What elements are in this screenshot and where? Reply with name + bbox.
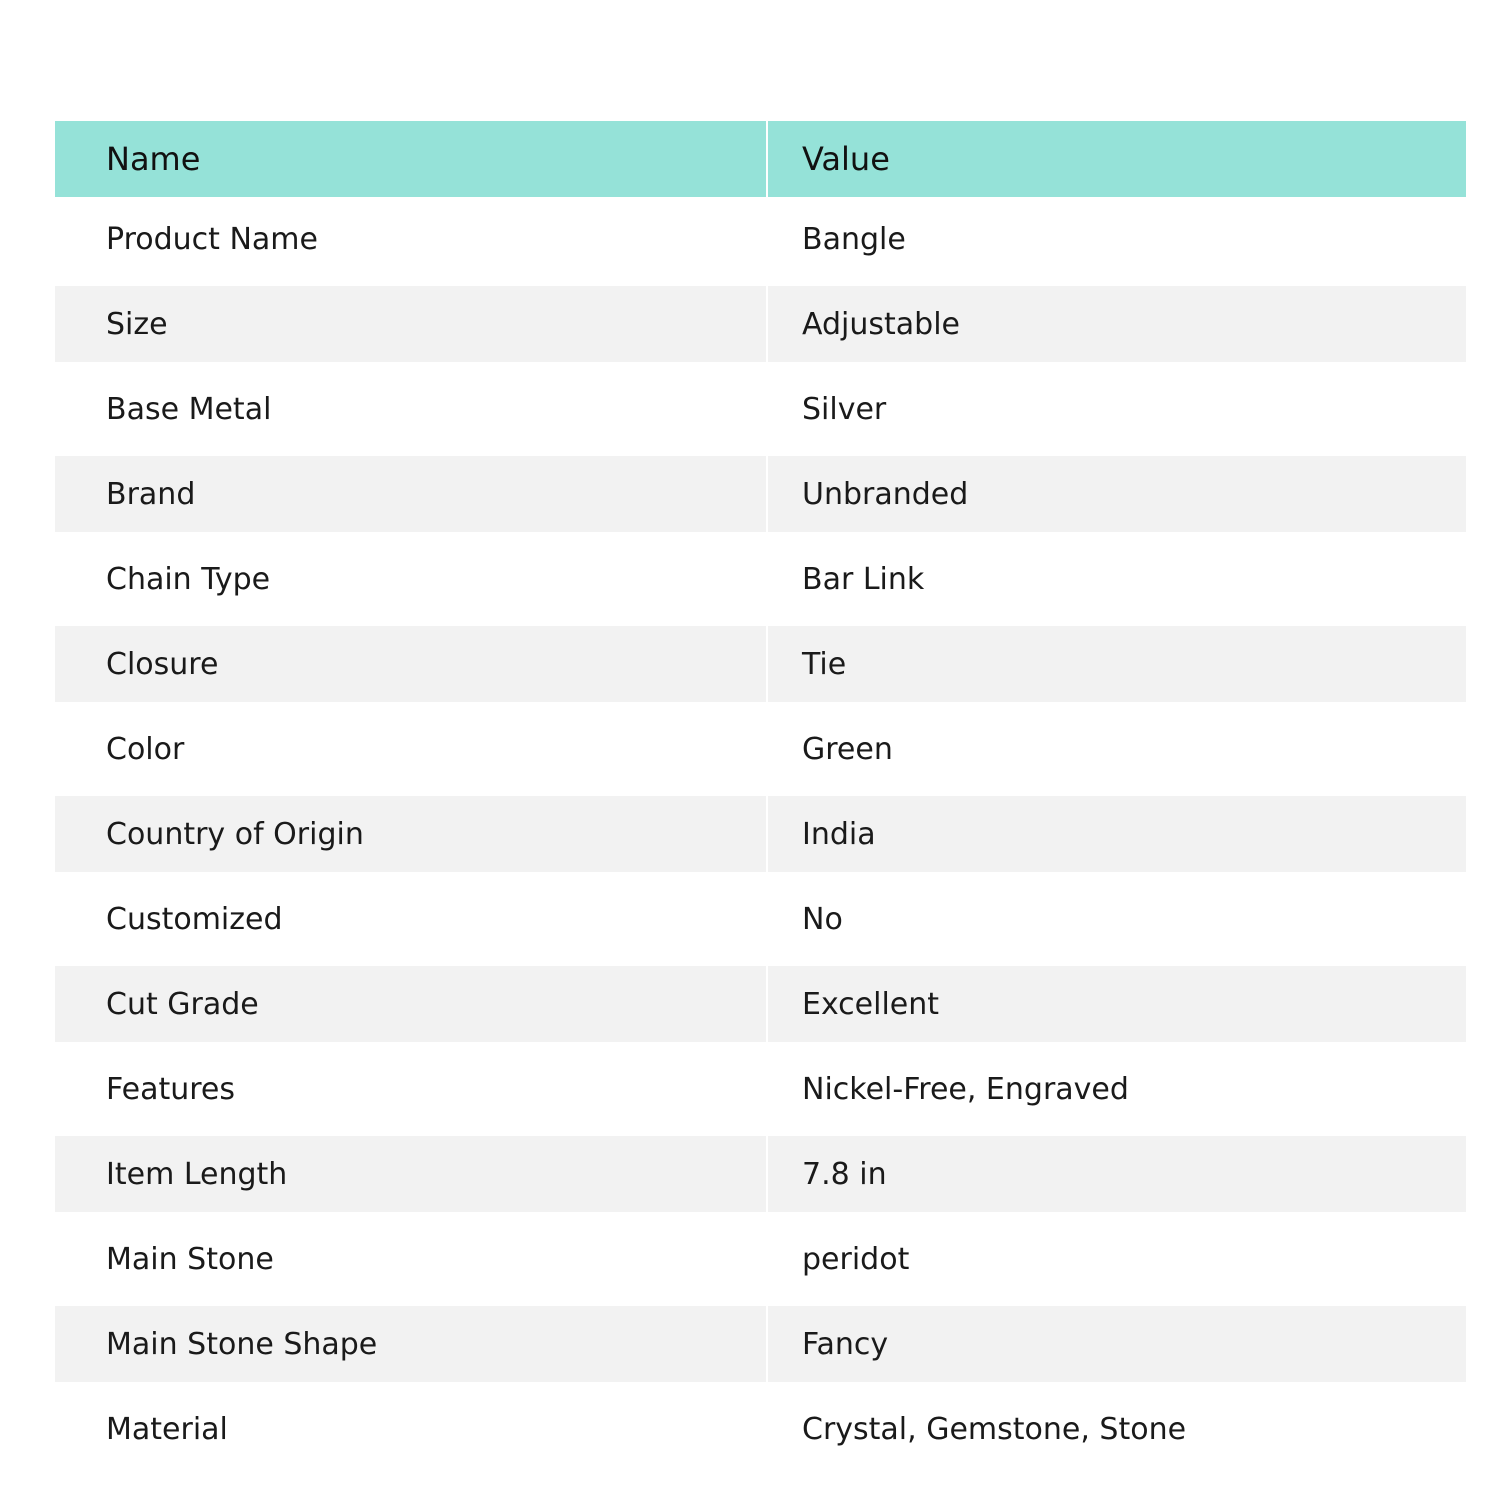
- table-header-row: [55, 121, 1466, 197]
- header-name: Name: [55, 121, 766, 197]
- row-value-cell: Bangle: [766, 197, 1466, 282]
- row-name-cell: Chain Type: [55, 537, 766, 622]
- table-row: [55, 877, 1466, 962]
- row-name-cell: Country of Origin: [55, 796, 766, 872]
- row-value-cell: India: [766, 796, 1466, 872]
- row-value-cell: Green: [766, 707, 1466, 792]
- table-row: [55, 1136, 1466, 1212]
- table-row: [55, 1047, 1466, 1132]
- row-value-cell: Tie: [766, 626, 1466, 702]
- table-row: [55, 537, 1466, 622]
- table-body: [55, 197, 1466, 1472]
- table-row: [55, 796, 1466, 872]
- row-name-cell: Main Stone: [55, 1217, 766, 1302]
- table-row: [55, 367, 1466, 452]
- header-value: Value: [766, 121, 1466, 197]
- row-name-cell: Main Stone Shape: [55, 1306, 766, 1382]
- row-value-cell: Nickel-Free, Engraved: [766, 1047, 1466, 1132]
- specs-table: [55, 121, 1466, 1472]
- row-name-cell: Brand: [55, 456, 766, 532]
- table-row: [55, 707, 1466, 792]
- row-name-cell: Item Length: [55, 1136, 766, 1212]
- row-name-cell: Size: [55, 286, 766, 362]
- row-value-cell: Unbranded: [766, 456, 1466, 532]
- row-name-cell: Features: [55, 1047, 766, 1132]
- row-name-cell: Base Metal: [55, 367, 766, 452]
- table-row: [55, 286, 1466, 362]
- row-value-cell: Excellent: [766, 966, 1466, 1042]
- row-name-cell: Closure: [55, 626, 766, 702]
- table-row: [55, 197, 1466, 282]
- row-value-cell: 7.8 in: [766, 1136, 1466, 1212]
- table-row: [55, 626, 1466, 702]
- row-name-cell: Cut Grade: [55, 966, 766, 1042]
- table-row: [55, 1306, 1466, 1382]
- table-row: [55, 456, 1466, 532]
- table-row: [55, 1387, 1466, 1472]
- row-value-cell: Crystal, Gemstone, Stone: [766, 1387, 1466, 1472]
- row-name-cell: Color: [55, 707, 766, 792]
- row-name-cell: Product Name: [55, 197, 766, 282]
- row-value-cell: peridot: [766, 1217, 1466, 1302]
- table-row: [55, 966, 1466, 1042]
- table-row: [55, 1217, 1466, 1302]
- row-value-cell: Silver: [766, 367, 1466, 452]
- row-value-cell: No: [766, 877, 1466, 962]
- row-value-cell: Adjustable: [766, 286, 1466, 362]
- row-value-cell: Bar Link: [766, 537, 1466, 622]
- row-value-cell: Fancy: [766, 1306, 1466, 1382]
- row-name-cell: Material: [55, 1387, 766, 1472]
- row-name-cell: Customized: [55, 877, 766, 962]
